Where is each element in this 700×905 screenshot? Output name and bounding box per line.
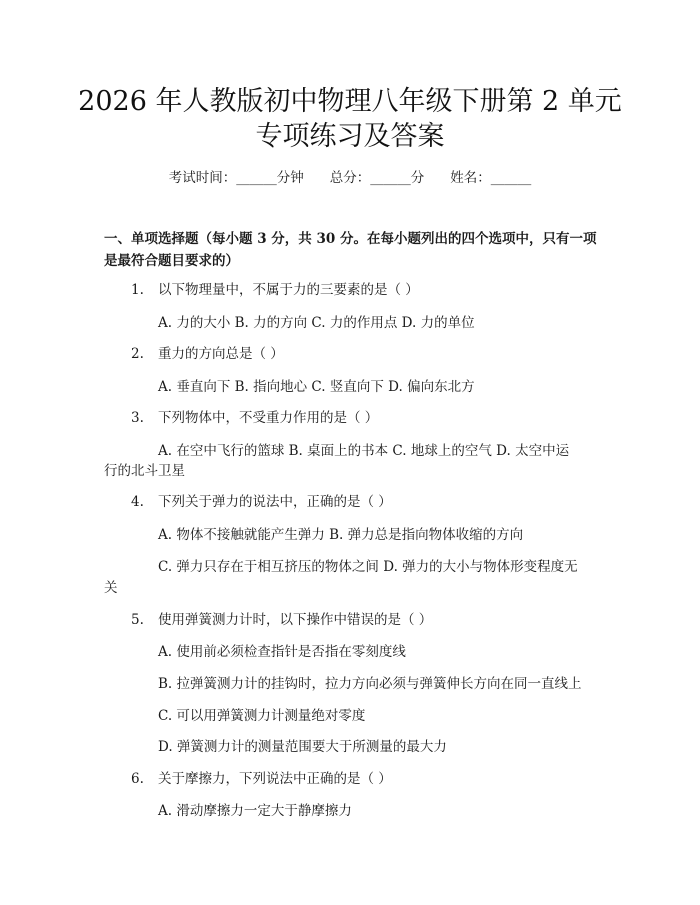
section-heading — [104, 228, 604, 272]
exam-meta — [0, 168, 700, 188]
question-number: 4. — [131, 494, 144, 510]
question-option: A. 滑动摩擦力一定大于静摩擦力 — [158, 803, 352, 819]
section-heading-line1: 一、单项选择题（每小题 3 分，共 30 分。在每小题列出的四个选项中，只有一项 — [104, 231, 597, 247]
document-title-line2: 专项练习及答案 — [255, 121, 445, 152]
exam-time-field: 考试时间：______分钟 — [168, 170, 304, 186]
question-options: A. 力的大小 B. 力的方向 C. 力的作用点 D. 力的单位 — [158, 315, 475, 331]
document-title-line1: 2026 年人教版初中物理八年级下册第 2 单元 — [78, 86, 622, 117]
question-stem: 以下物理量中，不属于力的三要素的是（ ） — [158, 282, 419, 298]
question-number: 1. — [131, 282, 144, 298]
question-option: B. 拉弹簧测力计的挂钩时，拉力方向必须与弹簧伸长方向在同一直线上 — [158, 676, 582, 692]
question-number: 6. — [131, 771, 144, 787]
question-option: A. 使用前必须检查指针是否指在零刻度线 — [158, 644, 406, 660]
total-score-field: 总分：______分 — [329, 170, 425, 186]
question-options-continuation: 关 — [104, 580, 118, 596]
question-stem: 重力的方向总是（ ） — [158, 346, 284, 362]
question-option: C. 可以用弹簧测力计测量绝对零度 — [158, 708, 366, 724]
question-stem: 使用弹簧测力计时，以下操作中错误的是（ ） — [158, 612, 433, 628]
question-stem: 关于摩擦力，下列说法中正确的是（ ） — [158, 771, 392, 787]
question-options-continuation: 行的北斗卫星 — [104, 463, 185, 479]
question-options: A. 垂直向下 B. 指向地心 C. 竖直向下 D. 偏向东北方 — [158, 379, 475, 395]
question-stem: 下列物体中，不受重力作用的是（ ） — [158, 410, 379, 426]
question-option: D. 弹簧测力计的测量范围要大于所测量的最大力 — [158, 739, 447, 755]
question-number: 5. — [131, 612, 144, 628]
question-number: 3. — [131, 410, 144, 426]
section-heading-line2: 是最符合题目要求的） — [104, 253, 239, 269]
question-option: C. 弹力只存在于相互挤压的物体之间 D. 弹力的大小与物体形变程度无 — [158, 559, 578, 575]
student-name-field: 姓名：______ — [450, 170, 532, 186]
question-stem: 下列关于弹力的说法中，正确的是（ ） — [158, 494, 392, 510]
question-options: A. 在空中飞行的篮球 B. 桌面上的书本 C. 地球上的空气 D. 太空中运 — [158, 443, 570, 459]
question-option: A. 物体不接触就能产生弹力 B. 弹力总是指向物体收缩的方向 — [158, 527, 524, 543]
question-number: 2. — [131, 346, 144, 362]
